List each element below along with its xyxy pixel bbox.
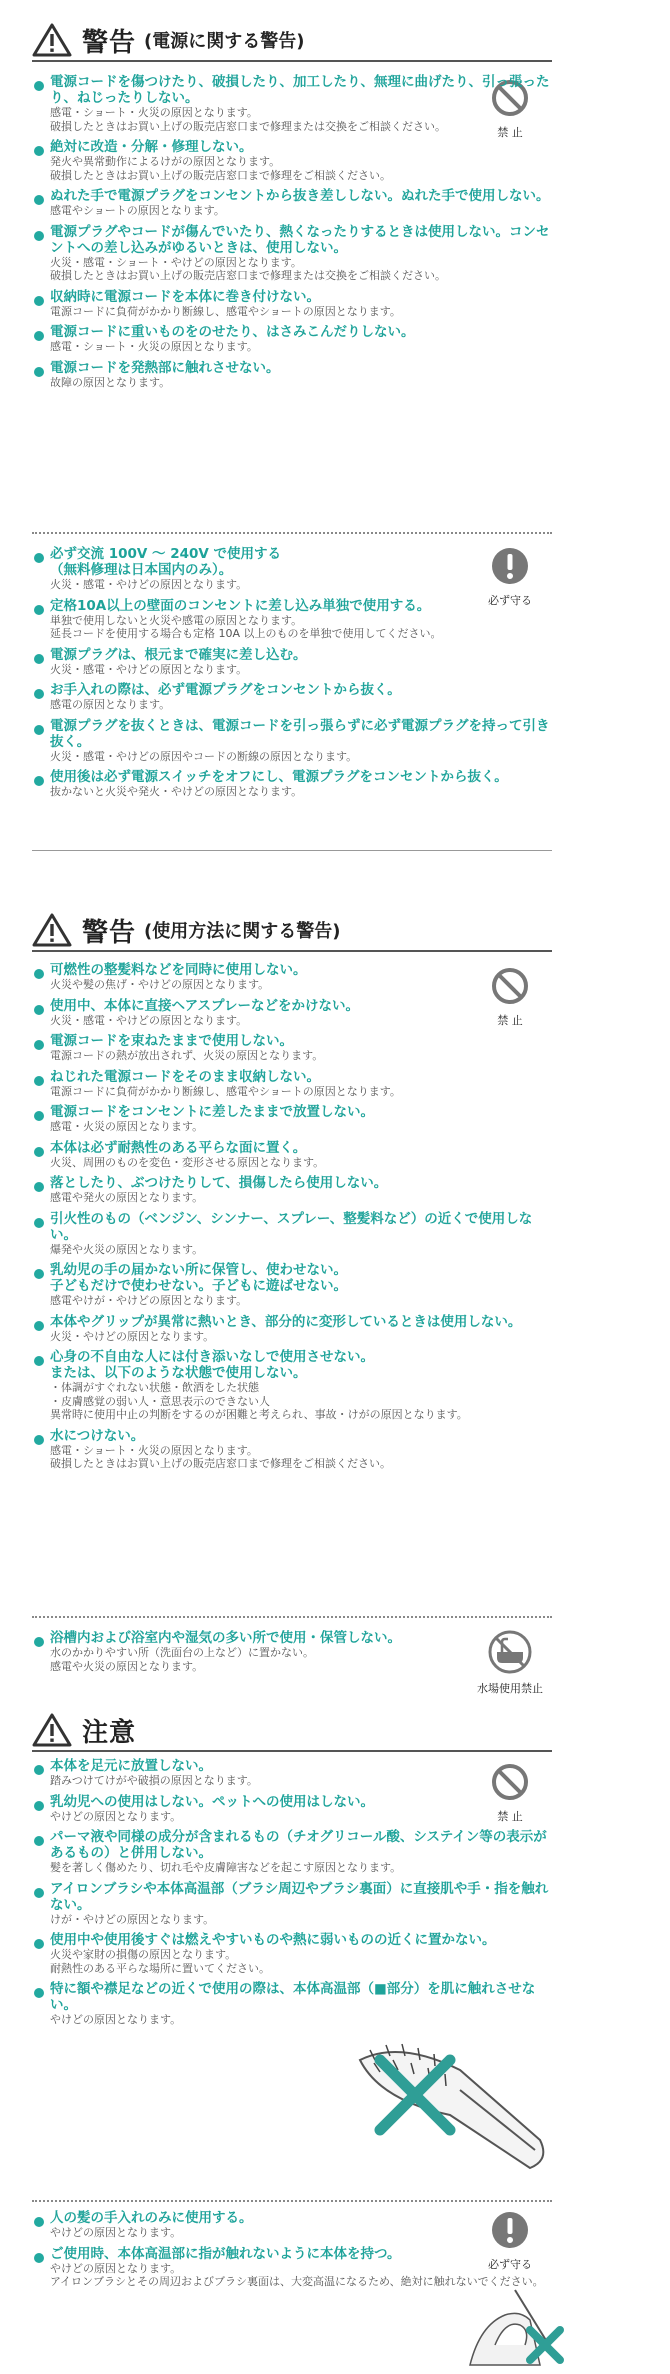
item-heading: 必ず交流 100V ～ 240V で使用する （無料修理は日本国内のみ）。 — [50, 546, 282, 578]
section-divider — [32, 850, 552, 851]
item-description: 水のかかりやすい所（洗面台の上など）に置かない。 感電や火災の原因となります。 — [50, 1646, 314, 1673]
item-heading: 可燃性の整髪料などを同時に使用しない。 — [50, 962, 307, 978]
item-description: 感電・ショート・火災の原因となります。 — [50, 340, 258, 353]
list-item — [32, 1349, 552, 1422]
warning-triangle-icon — [32, 23, 72, 57]
usage-water-group — [32, 1630, 552, 1679]
item-description: やけどの原因となります。 アイロンブラシとその周辺およびブラシ裏面は、大変高温になるため、絶対に触れないでください。 — [50, 2261, 544, 2288]
item-description: 火災・やけどの原因となります。 — [50, 1329, 215, 1343]
section-header-caution — [32, 1710, 552, 1752]
list-item — [32, 360, 552, 390]
item-description: 電源コードに負荷がかかり断線し、感電やショートの原因となります。 — [50, 304, 401, 318]
item-description: 故障の原因となります。 — [50, 375, 171, 389]
list-item — [32, 1981, 552, 2027]
item-description: 発火や異常動作によるけがの原因となります。 破損したときはお買い上げの販売店窓口まで修理をご相談ください。 — [50, 155, 391, 182]
list-item — [32, 1758, 552, 1788]
item-heading: 絶対に改造・分解・修理しない。 — [50, 139, 253, 155]
usage-prohibit-group — [32, 962, 552, 1477]
prohibit-label: 禁 止 — [497, 1014, 523, 1027]
power-must-group — [32, 546, 552, 805]
item-description: 火災、周囲のものを変色・変形させる原因となります。 — [50, 1155, 325, 1169]
list-item — [32, 1104, 552, 1134]
list-item — [32, 546, 552, 592]
item-heading: ご使用時、本体高温部に指が触れないように本体を持つ。 — [50, 2245, 401, 2262]
section-subtitle: (使用方法に関する警告) — [144, 921, 341, 942]
must-label: 必ず守る — [488, 2258, 532, 2271]
must-label: 必ず守る — [488, 594, 532, 607]
list-item — [32, 1262, 552, 1308]
list-item — [32, 1175, 552, 1205]
item-description: 感電や発火の原因となります。 — [50, 1191, 204, 1204]
item-heading: パーマ液や同様の成分が含まれるもの（チオグリコール酸、システイン等の表示があるもの）と併用しない。 — [50, 1829, 547, 1861]
list-item — [32, 188, 552, 218]
no-water-label: 水場使用禁止 — [477, 1682, 543, 1695]
item-heading: 心身の不自由な人には付き添いなしで使用させない。 または、以下のような状態で使用しない。 — [50, 1349, 374, 1381]
list-item — [32, 962, 552, 992]
item-heading: 特に額や襟足などの近くで使用の際は、本体高温部（■部分）を肌に触れさせない。 — [50, 1981, 536, 2013]
item-description: 踏みつけてけがや破損の原因となります。 — [50, 1774, 258, 1787]
list-item — [32, 718, 552, 764]
list-item — [32, 1033, 552, 1063]
item-heading: 本体やグリップが異常に熱いとき、部分的に変形しているときは使用しない。 — [50, 1313, 522, 1330]
item-heading: 使用中、本体に直接ヘアスプレーなどをかけない。 — [50, 997, 360, 1014]
list-item — [32, 1794, 552, 1824]
item-description: ・体調がすぐれない状態・飲酒をした状態 ・皮膚感覚の弱い人・意思表示のできない人 異常時に使用中止の判断をするのが困難と考えられ、事故・けがの原因となります。 — [50, 1381, 468, 1421]
item-description: 火災や髪の焦げ・やけどの原因となります。 — [50, 978, 270, 991]
item-heading: 使用中や使用後すぐは燃えやすいものや熱に弱いものの近くに置かない。 — [50, 1932, 496, 1948]
item-description: やけどの原因となります。 — [50, 2013, 182, 2026]
item-description: 火災・感電・やけどの原因となります。 — [50, 1013, 248, 1027]
item-heading: 電源プラグは、根元まで確実に差し込む。 — [50, 646, 307, 663]
item-description: 抜かないと火災や発火・やけどの原因となります。 — [50, 785, 303, 798]
list-item — [32, 1211, 552, 1257]
item-heading: お手入れの際は、必ず電源プラグをコンセントから抜く。 — [50, 682, 401, 698]
warning-triangle-icon — [32, 913, 72, 947]
list-item — [32, 289, 552, 319]
list-item — [32, 1314, 552, 1344]
item-heading: 落としたり、ぶつけたりして、損傷したら使用しない。 — [50, 1175, 388, 1191]
item-heading: 本体を足元に放置しない。 — [50, 1758, 212, 1774]
item-heading: 電源プラグやコードが傷んでいたり、熱くなったりするときは使用しない。コンセントへの差し込みがゆるいときは、使用しない。 — [50, 223, 550, 256]
item-heading: 収納時に電源コードを本体に巻き付けない。 — [50, 288, 320, 305]
list-item — [32, 139, 552, 182]
item-description: 火災・感電・ショート・やけどの原因となります。 破損したときはお買い上げの販売店窓口まで修理または交換をご相談ください。 — [50, 255, 446, 282]
item-heading: 乳幼児への使用はしない。ペットへの使用はしない。 — [50, 1793, 374, 1810]
prohibit-label: 禁 止 — [497, 126, 523, 139]
item-description: 火災・感電・やけどの原因となります。 — [50, 662, 248, 676]
list-item — [32, 647, 552, 677]
hand-holding-brush-illustration — [460, 2285, 570, 2370]
power-prohibit-group — [32, 74, 552, 395]
item-heading: アイロンブラシや本体高温部（ブラシ周辺やブラシ裏面）に直接肌や手・指を触れない。 — [50, 1880, 549, 1913]
item-description: 感電・火災の原因となります。 — [50, 1120, 204, 1133]
item-description: 爆発や火災の原因となります。 — [50, 1242, 204, 1256]
list-item — [32, 2210, 552, 2240]
item-description: 電源コードの熱が放出されず、火災の原因となります。 — [50, 1049, 324, 1062]
brush-hot-area-illustration — [340, 2030, 560, 2180]
item-description: 感電・ショート・火災の原因となります。 破損したときはお買い上げの販売店窓口まで修理または交換をご相談ください。 — [50, 106, 446, 133]
list-item — [32, 1881, 552, 1927]
item-heading: 電源コードをコンセントに差したままで放置しない。 — [50, 1104, 374, 1120]
item-heading: ぬれた手で電源プラグをコンセントから抜き差ししない。ぬれた手で使用しない。 — [50, 188, 550, 204]
item-description: やけどの原因となります。 — [50, 2226, 182, 2239]
dotted-divider — [32, 2200, 552, 2202]
list-item — [32, 324, 552, 354]
item-description: 髪を著しく傷めたり、切れ毛や皮膚障害などを起こす原因となります。 — [50, 1861, 402, 1874]
list-item — [32, 1932, 552, 1975]
item-heading: 浴槽内および浴室内や湿気の多い所で使用・保管しない。 — [50, 1630, 401, 1646]
item-heading: 本体は必ず耐熱性のある平らな面に置く。 — [50, 1139, 307, 1156]
caution-prohibit-group — [32, 1758, 552, 2033]
list-item — [32, 1140, 552, 1170]
prohibit-label: 禁 止 — [497, 1810, 523, 1823]
list-item — [32, 1069, 552, 1099]
item-heading: ねじれた電源コードをそのまま収納しない。 — [50, 1068, 320, 1085]
list-item — [32, 998, 552, 1028]
list-item — [32, 2246, 552, 2289]
list-item — [32, 769, 552, 799]
list-item — [32, 1428, 552, 1471]
section-title: 警告 — [82, 917, 137, 948]
section-title: 警告 — [82, 27, 137, 58]
item-heading: 乳幼児の手の届かない所に保管し、使わせない。 子どもだけで使わせない。子どもに遊ばせない。 — [50, 1262, 347, 1294]
list-item — [32, 1630, 552, 1673]
list-item — [32, 1829, 552, 1875]
item-description: 感電やけが・やけどの原因となります。 — [50, 1294, 248, 1307]
item-description: 感電やショートの原因となります。 — [50, 204, 225, 217]
dotted-divider — [32, 532, 552, 534]
item-description: けが・やけどの原因となります。 — [50, 1912, 215, 1926]
item-heading: 定格10A以上の壁面のコンセントに差し込み単独で使用する。 — [50, 597, 431, 614]
item-heading: 引火性のもの（ベンジン、シンナー、スプレー、整髪料など）の近くで使用しない。 — [50, 1210, 533, 1243]
item-heading: 水につけない。 — [50, 1427, 145, 1444]
item-description: やけどの原因となります。 — [50, 1809, 182, 1823]
section-subtitle: (電源に関する警告) — [144, 31, 305, 52]
section-header-power — [32, 20, 552, 62]
item-description: 火災・感電・やけどの原因やコードの断線の原因となります。 — [50, 749, 358, 763]
item-description: 火災や家財の損傷の原因となります。 耐熱性のある平らな場所に置いてください。 — [50, 1948, 270, 1975]
warning-triangle-icon — [32, 1713, 72, 1747]
item-heading: 電源コードに重いものをのせたり、はさみこんだりしない。 — [50, 324, 415, 340]
caution-must-group — [32, 2210, 552, 2295]
section-header-usage — [32, 910, 552, 952]
item-heading: 使用後は必ず電源スイッチをオフにし、電源プラグをコンセントから抜く。 — [50, 769, 508, 785]
item-heading: 電源コードを発熱部に触れさせない。 — [50, 359, 280, 376]
item-description: 感電・ショート・火災の原因となります。 破損したときはお買い上げの販売店窓口まで修理をご相談ください。 — [50, 1443, 391, 1470]
item-heading: 電源コードを束ねたままで使用しない。 — [50, 1033, 293, 1049]
section-title: 注意 — [82, 1717, 137, 1748]
item-description: 単独で使用しないと火災や感電の原因となります。 延長コードを使用する場合も定格 10A 以上のものを単独で使用してください。 — [50, 613, 442, 640]
list-item — [32, 74, 552, 133]
item-heading: 人の髪の手入れのみに使用する。 — [50, 2210, 253, 2226]
list-item — [32, 682, 552, 712]
item-heading: 電源プラグを抜くときは、電源コードを引っ張らずに必ず電源プラグを持って引き抜く。 — [50, 717, 550, 750]
dotted-divider — [32, 1616, 552, 1618]
item-description: 感電の原因となります。 — [50, 698, 171, 711]
list-item — [32, 598, 552, 641]
list-item — [32, 224, 552, 283]
item-description: 電源コードに負荷がかかり断線し、感電やショートの原因となります。 — [50, 1084, 401, 1098]
item-description: 火災・感電・やけどの原因となります。 — [50, 578, 248, 591]
item-heading: 電源コードを傷つけたり、破損したり、加工したり、無理に曲げたり、引っ張ったり、ねじったりしない。 — [50, 74, 550, 106]
